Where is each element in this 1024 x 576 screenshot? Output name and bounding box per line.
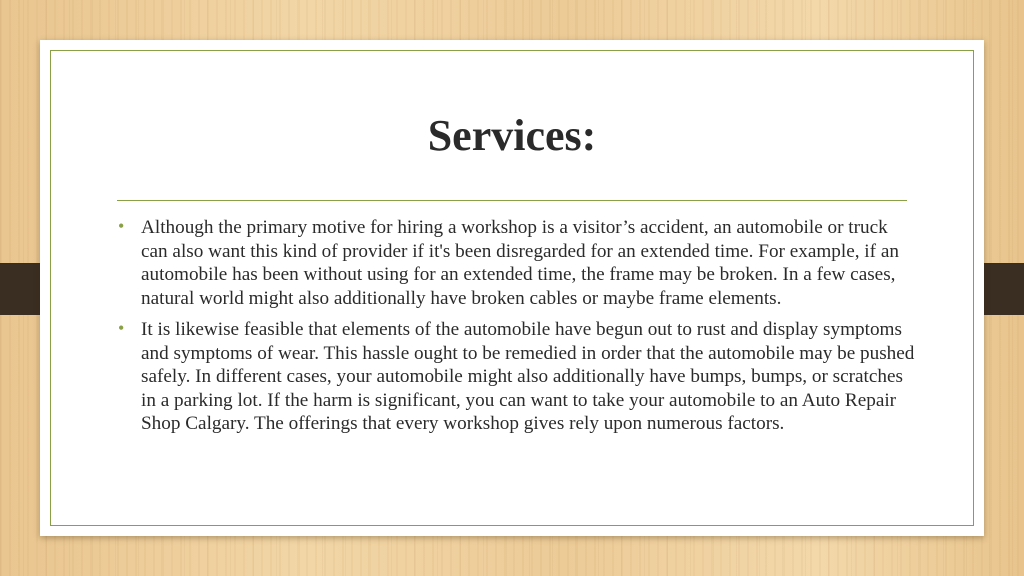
bullet-text: It is likewise feasible that elements of the automobile have begun out to rust and display symptoms and symptoms of wear. This hassle ought to be remedied in order that the automobile may be pushed safely. In different cases, your automobile might also additionally have bumps, bumps, or scratches in a parking lot. If the harm is significant, you can want to take your automobile to an Auto Repair Shop Calgary. The offerings that every workshop gives rely upon numerous factors. bbox=[141, 319, 915, 434]
bullet-list bbox=[118, 216, 918, 444]
slide-card bbox=[40, 40, 984, 536]
bullet-item bbox=[118, 318, 918, 436]
title-divider bbox=[117, 200, 907, 201]
bullet-text: Although the primary motive for hiring a workshop is a visitor’s accident, an automobile or truck can also want this kind of provider if it's been disregarded for an extended time. For example, if an automobile has been without using for an extended time, the frame may be broken. In a few cases, natural world might also additionally have broken cables or maybe frame elements. bbox=[141, 217, 899, 309]
bullet-dot-icon: • bbox=[118, 216, 125, 236]
bullet-item bbox=[118, 216, 918, 310]
bullet-dot-icon: • bbox=[118, 318, 125, 338]
slide-title: Services: bbox=[427, 111, 597, 160]
